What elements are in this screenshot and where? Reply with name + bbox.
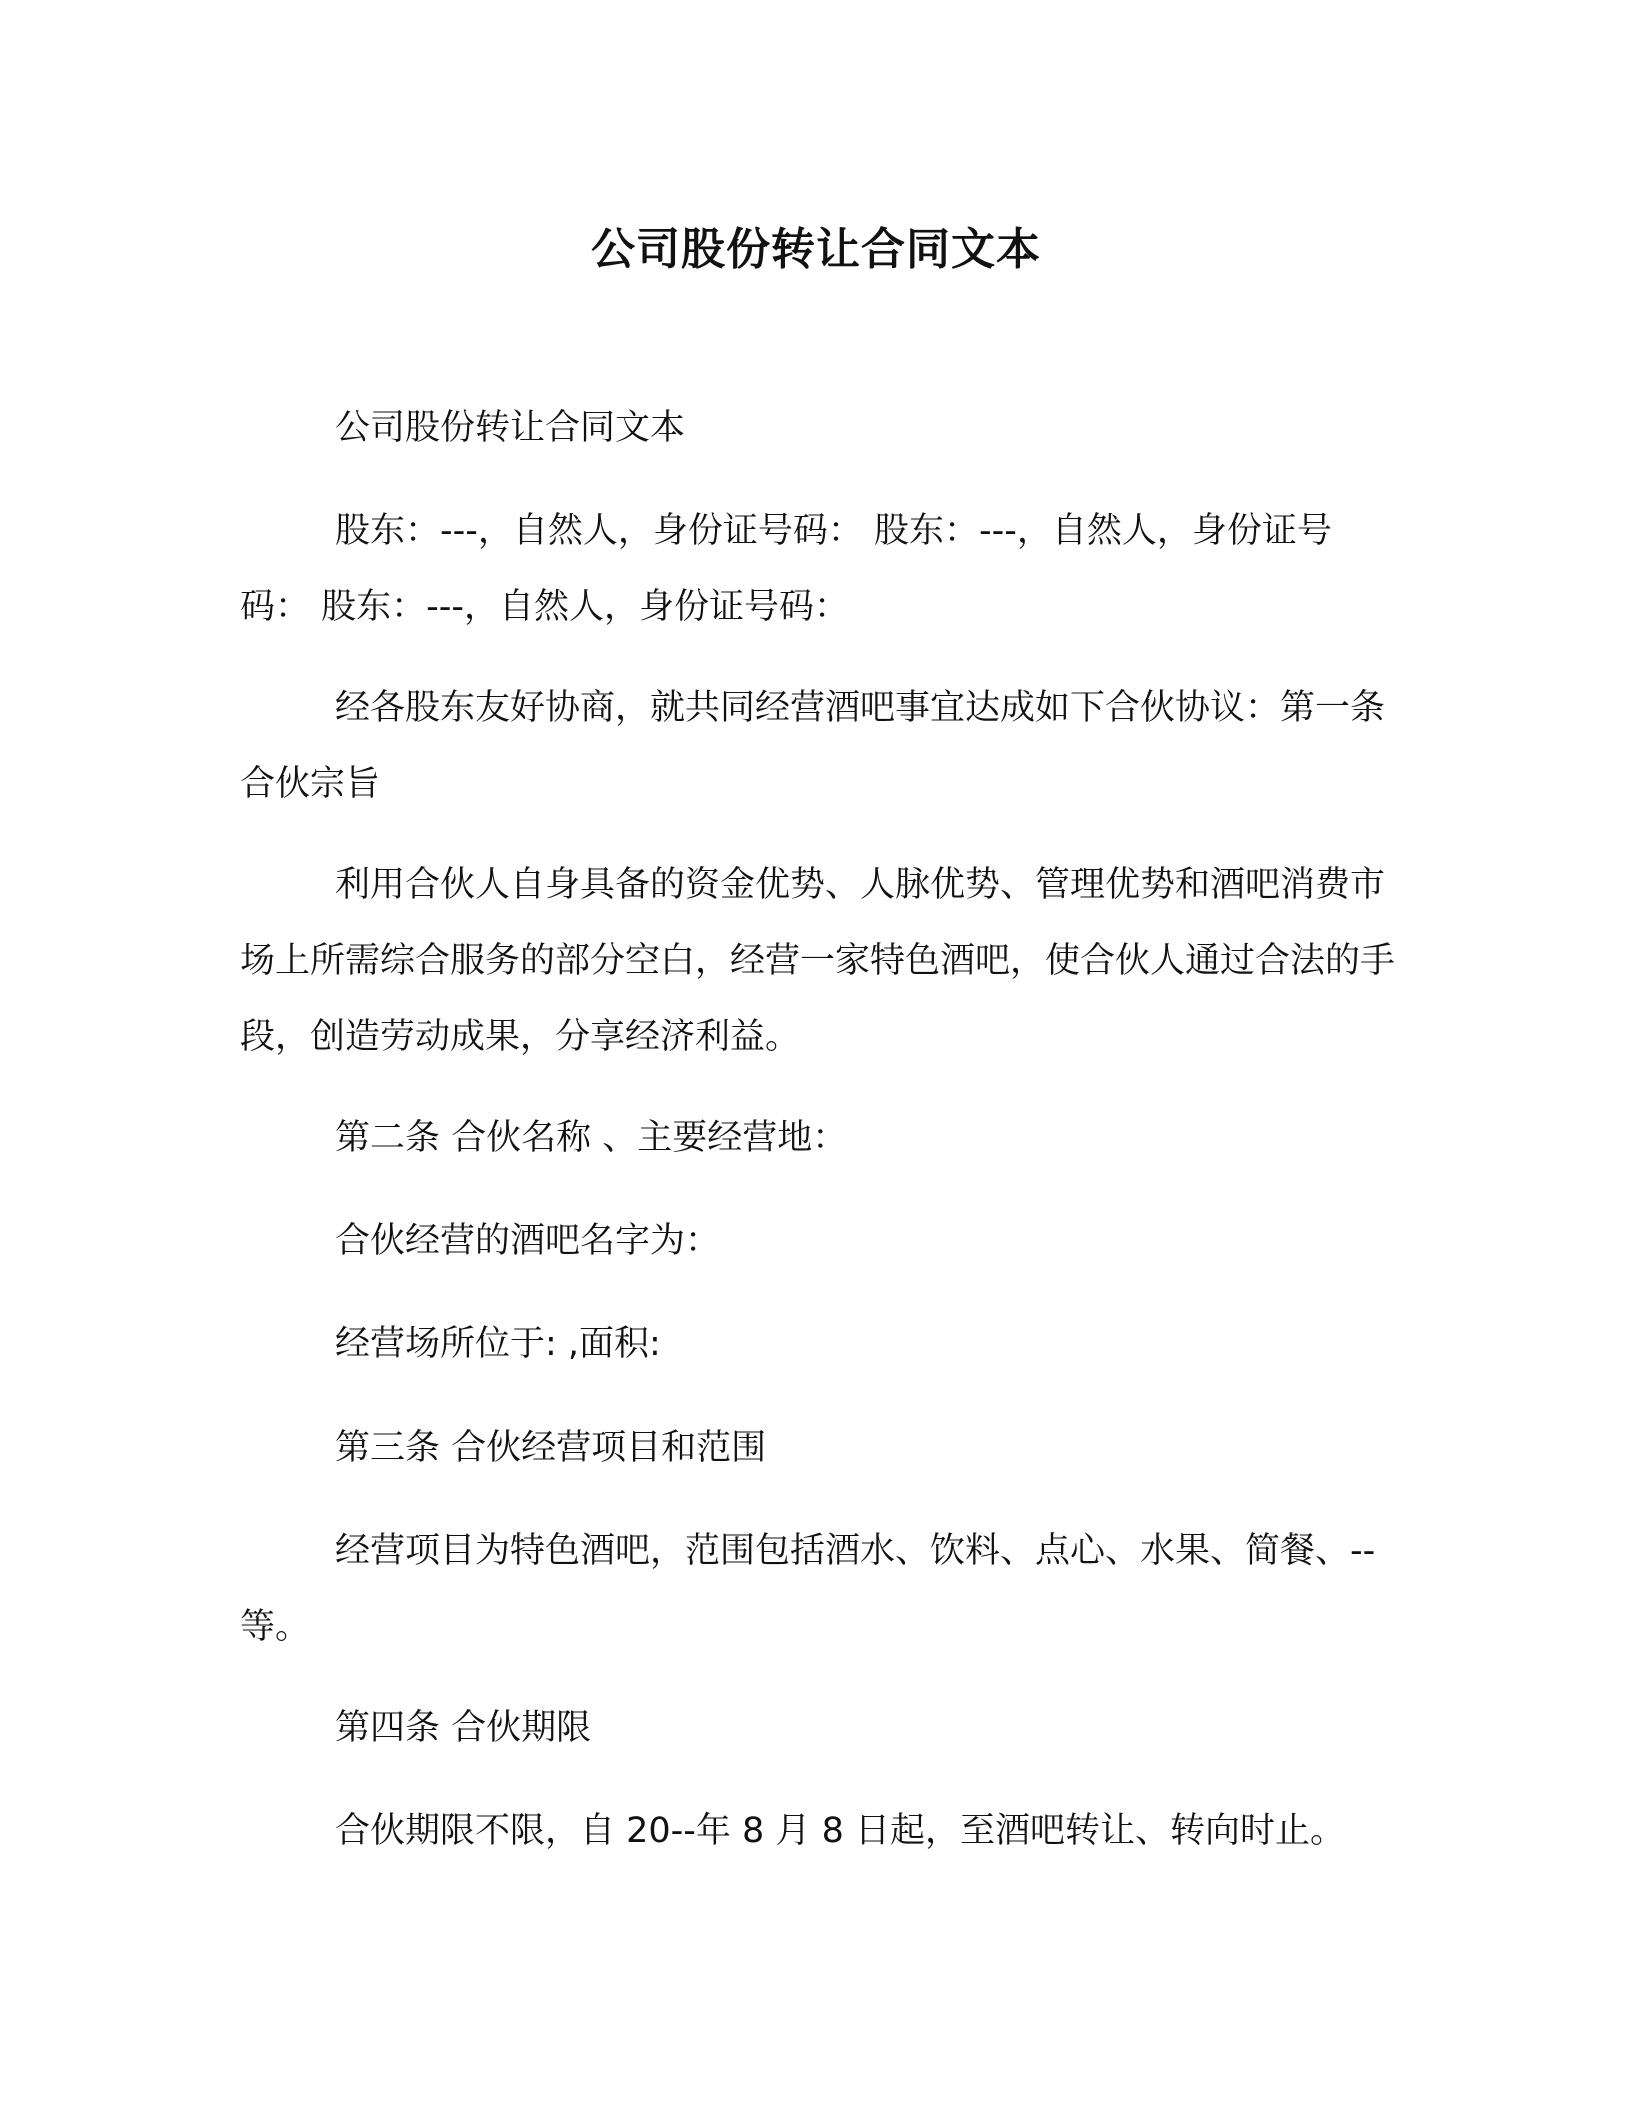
document-title: 公司股份转让合同文本 xyxy=(591,224,1041,275)
paragraph-article-3-heading: 第三条 合伙经营项目和范围 xyxy=(335,1428,767,1468)
paragraph-subtitle: 公司股份转让合同文本 xyxy=(335,408,686,448)
paragraph-agreement-intro: 经各股东友好协商，就共同经营酒吧事宜达成如下合伙协议：第一条 合伙宗旨 xyxy=(240,688,1386,804)
paragraph-article-4-heading: 第四条 合伙期限 xyxy=(335,1708,592,1748)
paragraph-shareholders: 股东：---，自然人，身份证号码： 股东：---，自然人，身份证号码： 股东：---，自然人，身份证号码： xyxy=(240,511,1332,627)
paragraph-business-scope: 经营项目为特色酒吧，范围包括酒水、饮料、点心、水果、简餐、--等。 xyxy=(240,1531,1376,1647)
paragraph-purpose: 利用合伙人自身具备的资金优势、人脉优势、管理优势和酒吧消费市场上所需综合服务的部分空白，经营一家特色酒吧，使合伙人通过合法的手段，创造劳动成果，分享经济利益。 xyxy=(240,865,1396,1057)
paragraph-bar-name: 合伙经营的酒吧名字为： xyxy=(335,1221,721,1261)
paragraph-location: 经营场所位于: ,面积: xyxy=(335,1324,661,1364)
paragraph-term: 合伙期限不限，自 20--年 8 月 8 日起，至酒吧转让、转向时止。 xyxy=(335,1811,1345,1851)
paragraph-article-2-heading: 第二条 合伙名称 、主要经营地： xyxy=(335,1118,848,1158)
